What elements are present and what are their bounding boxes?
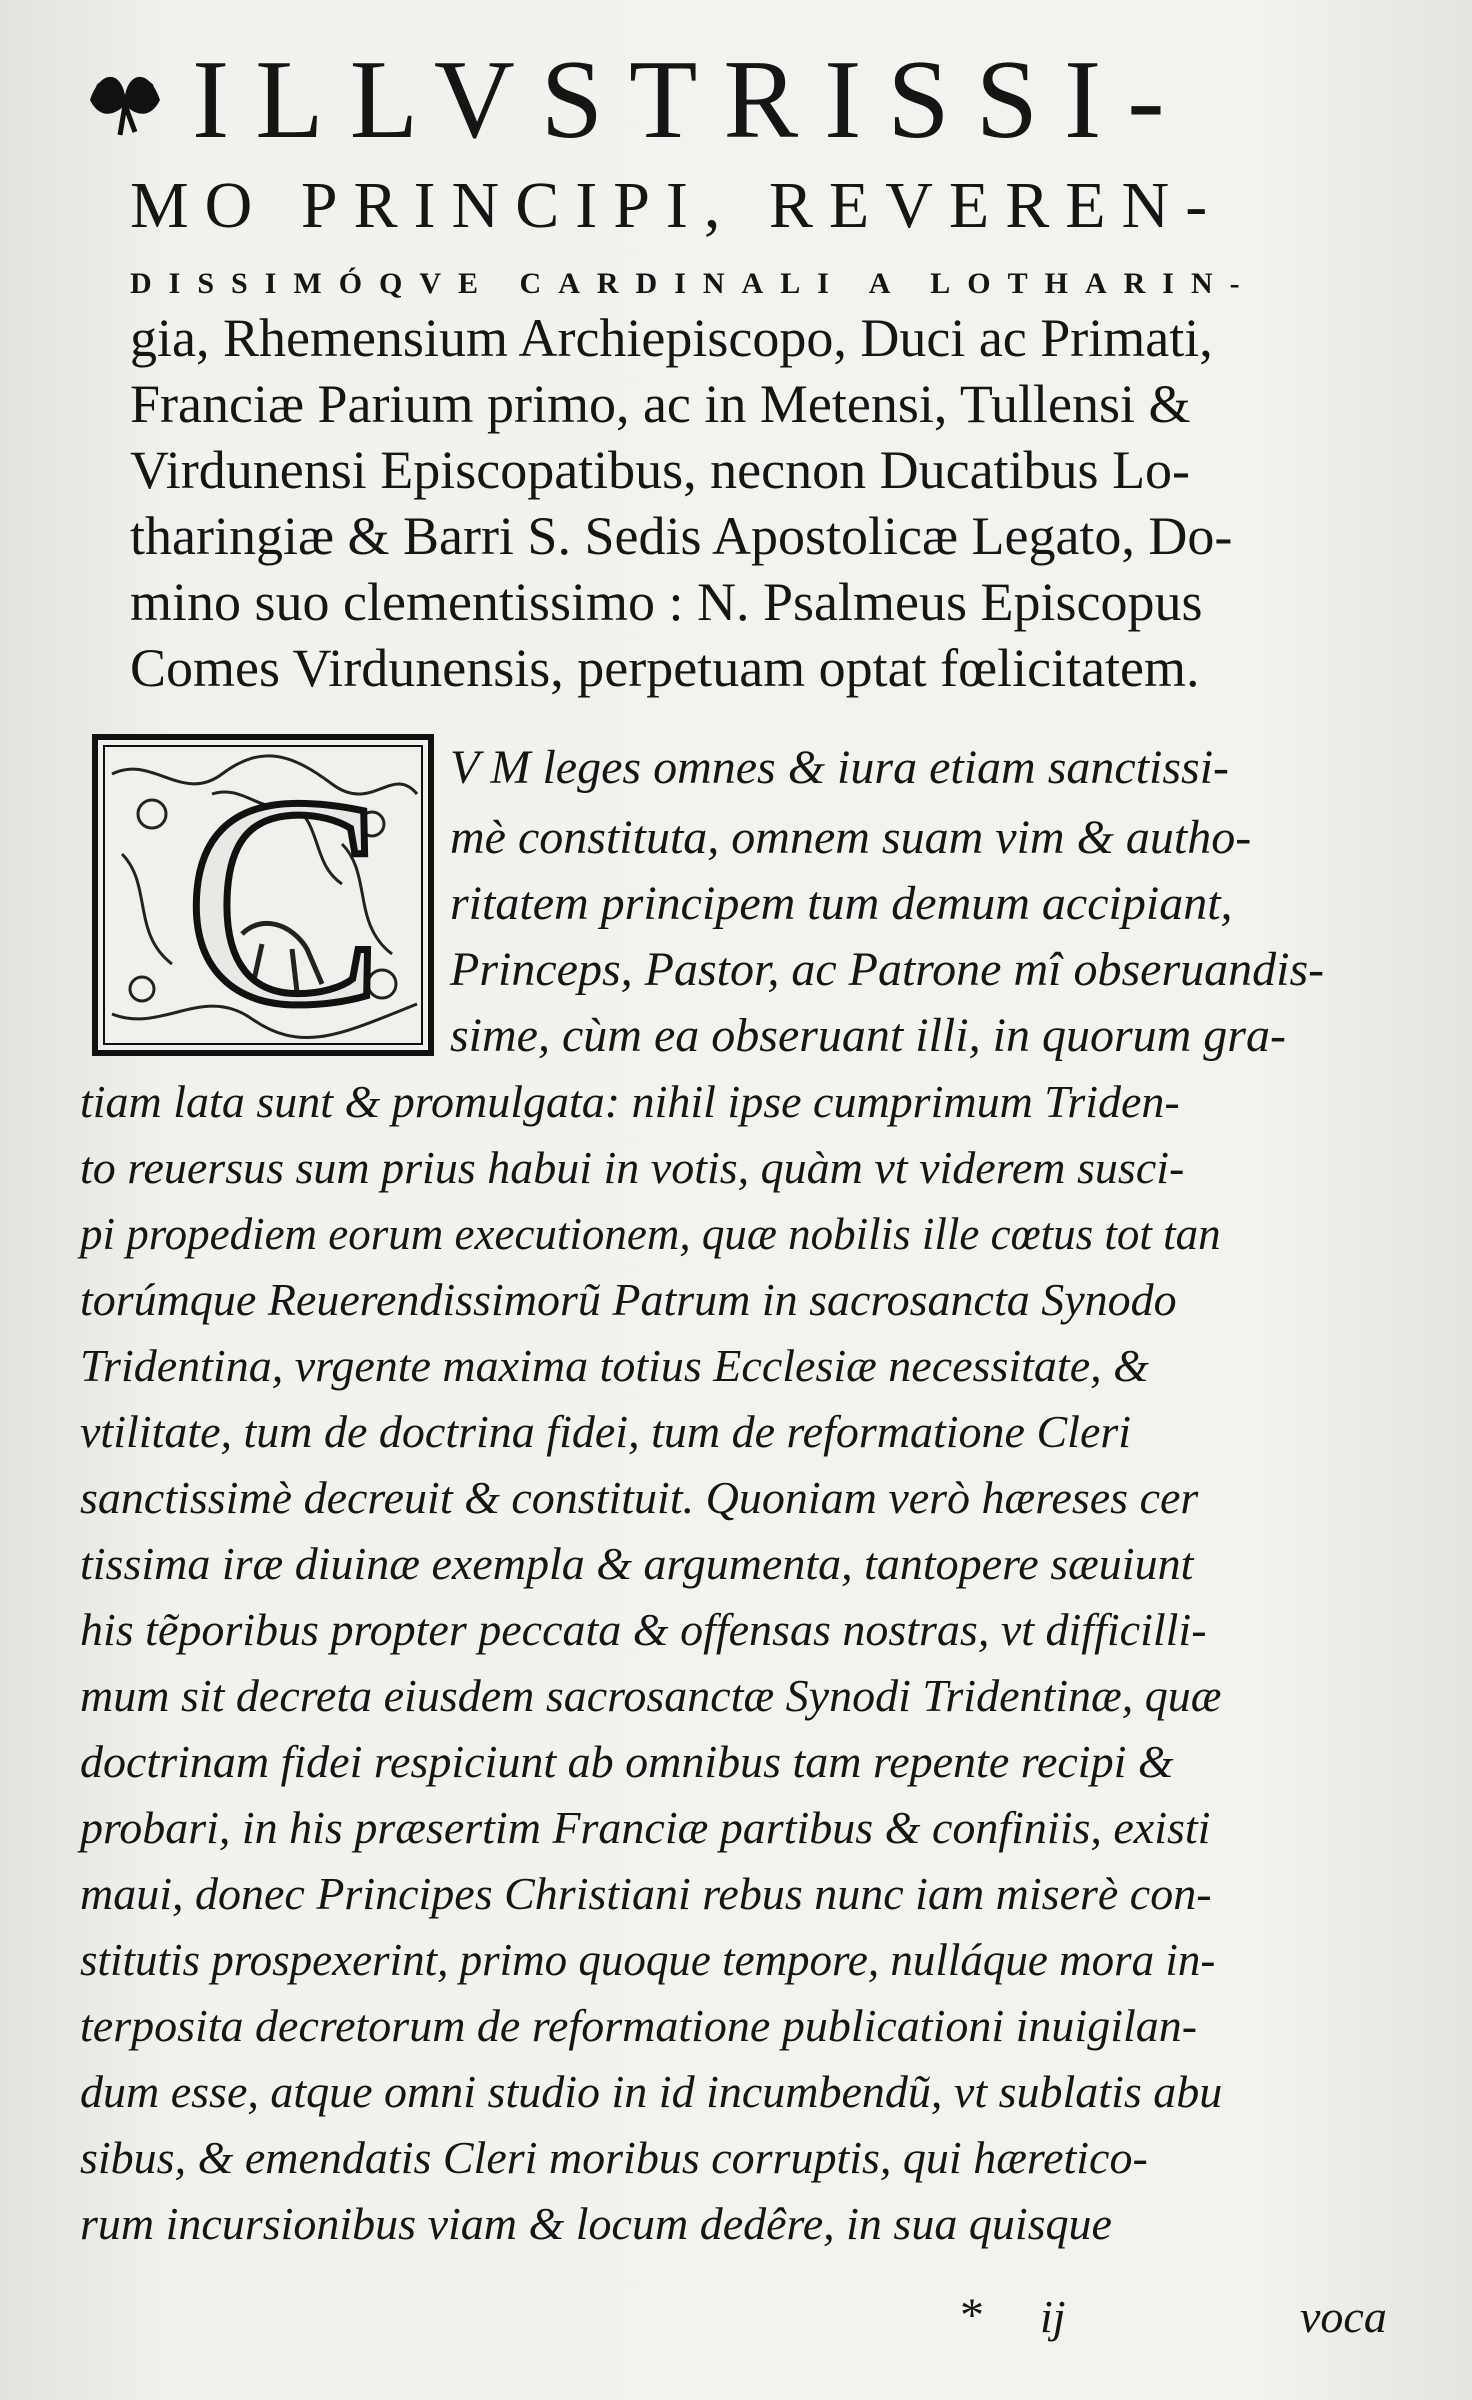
body-line: rum incursionibus viam & locum dedêre, in sua quisque [80,2198,1112,2249]
body-line: terposita decretorum de reformatione publicationi inuigilan- [80,2000,1198,2051]
decorated-initial [92,734,434,1056]
dedication-line: tharingiæ & Barri S. Sedis Apostolicæ Legato, Do- [130,505,1233,566]
body-line: tiam lata sunt & promulgata: nihil ipse cumprimum Triden- [80,1076,1180,1127]
dedication-line: gia, Rhemensium Archiepiscopo, Duci ac Primati, [130,307,1213,368]
body-line: pi propediem eorum executionem, quæ nobilis ille cœtus tot tan [80,1209,1221,1259]
dedication-line: Franciæ Parium primo, ac in Metensi, Tullensi & [130,373,1191,434]
body-line: Princeps, Pastor, ac Patrone mî obseruandis- [450,943,1325,996]
dedication-line: Virdunensi Episcopatibus, necnon Ducatibus Lo- [130,439,1191,500]
body-line: probari, in his præsertim Franciæ partibus & confiniis, existi [80,1802,1211,1853]
title-block [80,40,1400,701]
body-line: mè constituta, omnem suam vim & autho- [450,811,1252,864]
body-line: V M leges omnes & iura etiam sanctissi- [450,741,1230,794]
body-line: dum esse, atque omni studio in id incumbendũ, vt sublatis abu [80,2066,1223,2117]
body-line: mum sit decreta eiusdem sacrosanctæ Synodi Tridentinæ, quæ [80,1670,1222,1721]
woodcut-initial-icon [92,734,434,1056]
body-line: torúmque Reuerendissimorũ Patrum in sacrosancta Synodo [80,1274,1177,1325]
body-line: doctrinam fidei respiciunt ab omnibus tam repente recipi & [80,1736,1174,1787]
body-line: sibus, & emendatis Cleri moribus corruptis, qui hæretico- [80,2132,1148,2183]
dedication-line: Comes Virdunensis, perpetuam optat fœlicitatem. [130,637,1200,698]
body-line: ritatem principem tum demum accipiant, [450,877,1233,930]
body-line: sanctissimè decreuit & constituit. Quoniam verò hæreses cer [80,1472,1199,1523]
heading-line-1: ILLVSTRISSI- [192,38,1191,162]
signature-number: ij [1040,2291,1066,2342]
body-line: Tridentina, vrgente maxima totius Ecclesiæ necessitate, & [80,1340,1149,1391]
catchword: voca [1300,2291,1387,2342]
body-line: sime, cùm ea obseruant illi, in quorum gra- [450,1009,1286,1062]
body-line: vtilitate, tum de doctrina fidei, tum de reformatione Cleri [80,1406,1132,1457]
heading-line-3: DISSIMÓQVE CARDINALI A LOTHARIN- [130,266,1257,300]
body-line: stitutis prospexerint, primo quoque tempore, nulláque mora in- [80,1935,1216,1985]
fleuron-ornament-icon [80,60,170,140]
body-line: his tẽporibus propter peccata & offensas nostras, vt difficilli- [80,1604,1207,1655]
body-line: tissima iræ diuinæ exempla & argumenta, tantopere sæuiunt [80,1538,1194,1589]
body-line: to reuersus sum prius habui in votis, quàm vt viderem susci- [80,1142,1185,1193]
dedication-line: mino suo clementissimo : N. Psalmeus Episcopus [130,571,1203,632]
body-line: maui, donec Principes Christiani rebus nunc iam miserè con- [80,1868,1212,1919]
signature-mark: * [960,2289,984,2342]
initial-letter: C [184,735,385,1056]
heading-line-2: MO PRINCIPI, REVEREN- [130,169,1224,242]
dedication [130,305,1400,701]
